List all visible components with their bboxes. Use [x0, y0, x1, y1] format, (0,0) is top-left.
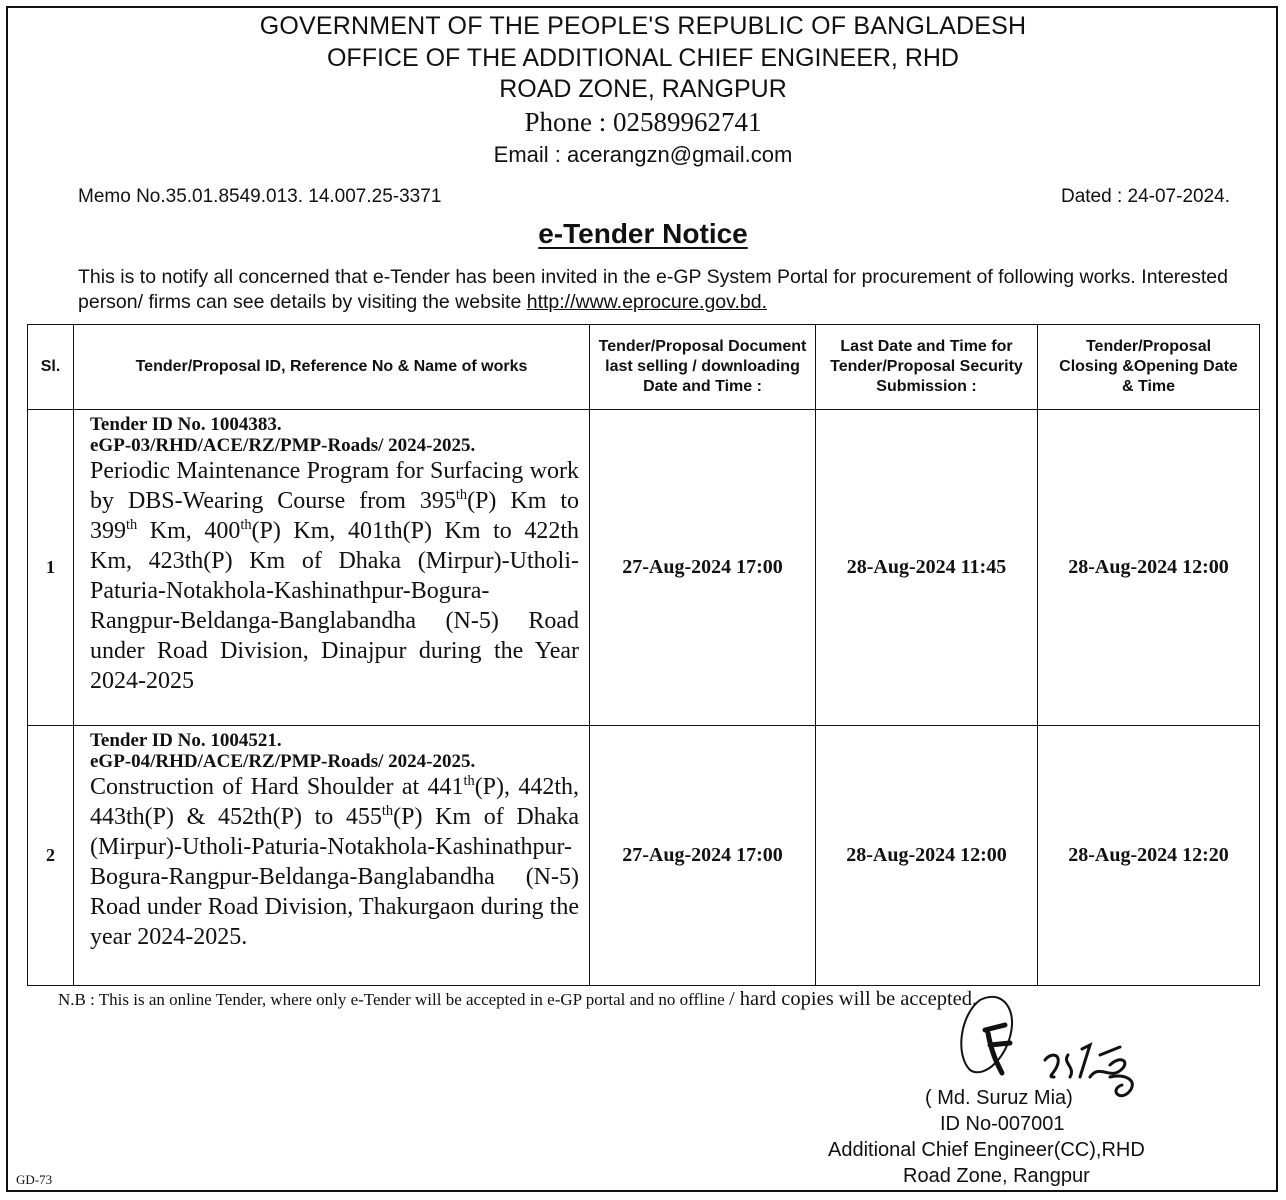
row-selling-date: 27-Aug-2024 17:00 [590, 410, 816, 726]
desc-part: Periodic Maintenance Program for Surfacing work by DBS-Wearing Course from 395 [90, 458, 579, 514]
table-row [28, 410, 1260, 726]
row-security-date: 28-Aug-2024 11:45 [816, 410, 1038, 726]
footer-code: GD-73 [16, 1172, 53, 1187]
row-closing-date: 28-Aug-2024 12:20 [1038, 726, 1260, 986]
header-selling: Tender/Proposal Document last selling / downloading Date and Time : [590, 325, 816, 410]
table-row [28, 726, 1260, 986]
tender-table [27, 324, 1260, 986]
header-email: Email : acerangzn@gmail.com [493, 142, 793, 167]
intro-text: This is to notify all concerned that e-Tender has been invited in the e-GP System Portal for procurement of following works. Interested person/ firms can see details by visiting the website [78, 266, 1228, 313]
desc-sup: th [455, 487, 468, 503]
signatory-zone: Road Zone, Rangpur [903, 1165, 1090, 1187]
row-sl: 2 [28, 726, 74, 986]
header-sl: Sl. [28, 325, 74, 410]
nb-text-handwritten-size: / hard copies will be accepted. [728, 988, 978, 1010]
desc-part: (P) Km, 401th(P) Km to 422th Km, 423th(P) Km of Dhaka (Mirpur)-Utholi-Paturia-Notakhola-Kashinathpur-Bogura-Rangpur-Beldanga-Banglabandha (N-5) Road under Road Division, Dinajpur during the Year 2024-2025 [90, 518, 580, 694]
header-zone: ROAD ZONE, RANGPUR [499, 75, 787, 103]
desc-sup: th [381, 803, 394, 819]
header-security: Last Date and Time for Tender/Proposal Security Submission : [816, 325, 1038, 410]
website-link[interactable]: http://www.eprocure.gov.bd. [526, 291, 767, 313]
work-description [90, 772, 579, 952]
signatory-designation: Additional Chief Engineer(CC),RHD [828, 1139, 1145, 1161]
tender-reference: eGP-03/RHD/ACE/RZ/PMP-Roads/ 2024-2025. [90, 435, 476, 456]
desc-sup: th [126, 517, 138, 533]
work-description [90, 456, 579, 696]
table-header-row [28, 325, 1260, 410]
header-government: GOVERNMENT OF THE PEOPLE'S REPUBLIC OF BANGLADESH [259, 12, 1027, 40]
row-work [74, 410, 590, 726]
notice-title-text: e-Tender Notice [538, 218, 748, 249]
desc-part: (P) Km of Dhaka (Mirpur)-Utholi-Paturia-Notakhola-Kashinathpur-Bogura-Rangpur-Beldanga-Banglabandha (N-5) Road under Road Division, Thakurgaon during the year 2024-2025. [90, 804, 579, 950]
signatory-id: ID No-007001 [940, 1113, 1065, 1135]
nb-note [58, 988, 977, 1011]
tender-id: Tender ID No. 1004521. [90, 730, 282, 751]
memo-number: Memo No.35.01.8549.013. 14.007.25-3371 [78, 186, 442, 207]
tender-reference: eGP-04/RHD/ACE/RZ/PMP-Roads/ 2024-2025. [90, 751, 476, 772]
desc-sup: th [240, 517, 252, 533]
row-security-date: 28-Aug-2024 12:00 [816, 726, 1038, 986]
signatory-name: ( Md. Suruz Mia) [925, 1087, 1073, 1109]
header-work: Tender/Proposal ID, Reference No & Name of works [74, 325, 590, 410]
header-office: OFFICE OF THE ADDITIONAL CHIEF ENGINEER, RHD [326, 44, 959, 72]
memo-date: Dated : 24-07-2024. [1060, 186, 1230, 207]
desc-part: (P), 442th, 443th(P) & 452th(P) to 455 [90, 774, 579, 830]
row-closing-date: 28-Aug-2024 12:00 [1038, 410, 1260, 726]
row-sl: 1 [28, 410, 74, 726]
desc-part: (P) Km to 399 [90, 488, 579, 544]
nb-text: N.B : This is an online Tender, where only e-Tender will be accepted in e-GP portal and no offline [58, 990, 729, 1009]
header-closing: Tender/Proposal Closing &Opening Date & Time [1038, 325, 1260, 410]
header-phone: Phone : 02589962741 [524, 107, 762, 137]
desc-part: Km, 400 [137, 518, 241, 544]
desc-sup: th [463, 773, 475, 789]
row-selling-date: 27-Aug-2024 17:00 [590, 726, 816, 986]
notice-title [0, 218, 1286, 250]
desc-part: Construction of Hard Shoulder at 441 [90, 774, 464, 800]
tender-id: Tender ID No. 1004383. [90, 414, 282, 435]
intro-paragraph [78, 265, 1228, 315]
row-work [74, 726, 590, 986]
